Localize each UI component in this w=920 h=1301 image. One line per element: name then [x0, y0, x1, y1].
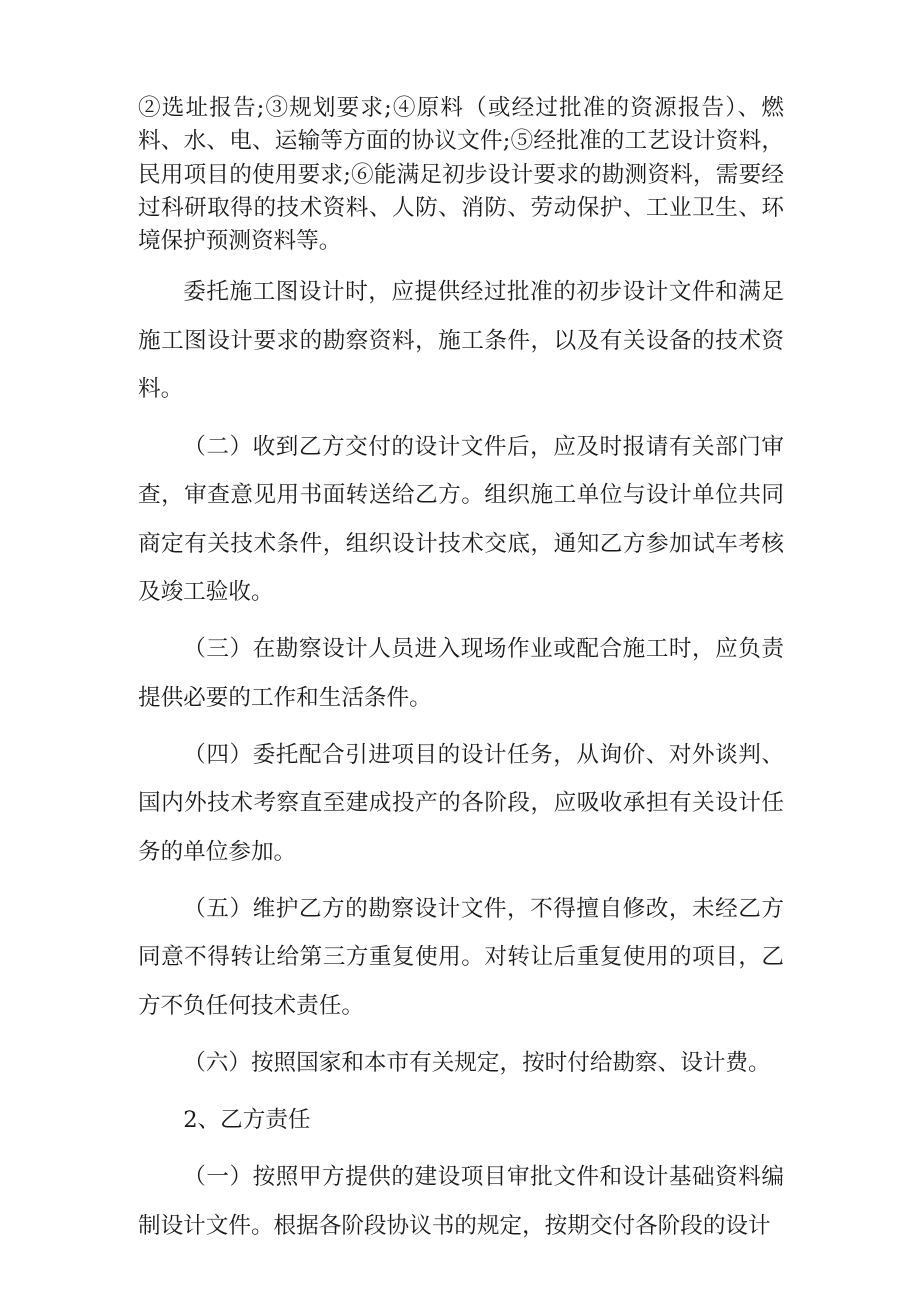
paragraph-item-5-protect-documents: （五）维护乙方的勘察设计文件，不得擅自修改，未经乙方同意不得转让给第三方重复使用。对转让后重复使用的项目，乙方不负任何技术责任。: [138, 895, 784, 1019]
paragraph-party-b-item-1: （一）按照甲方提供的建设项目审批文件和设计基础资料编制设计文件。根据各阶段协议书的规定，按期交付各阶段的设计: [138, 1164, 784, 1239]
paragraph-construction-drawing-design: 委托施工图设计时，应提供经过批准的初步设计文件和满足施工图设计要求的勘察资料，施工条件，以及有关设备的技术资料。: [138, 279, 784, 403]
paragraph-item-2-review: （二）收到乙方交付的设计文件后，应及时报请有关部门审查，审查意见用书面转送给乙方。组织施工单位与设计单位共同商定有关技术条件，组织设计技术交底，通知乙方参加试车考核及竣工验收。: [138, 433, 784, 606]
section-heading-party-b-responsibilities: 2、乙方责任: [183, 1107, 311, 1134]
paragraph-item-3-site-conditions: （三）在勘察设计人员进入现场作业或配合施工时，应负责提供必要的工作和生活条件。: [138, 636, 784, 711]
paragraph-item-4-imported-projects: （四）委托配合引进项目的设计任务，从询价、对外谈判、国内外技术考察直至建成投产的各阶段，应吸收承担有关设计任务的单位参加。: [138, 741, 784, 865]
document-page: [138, 92, 784, 1259]
paragraph-item-6-payment: （六）按照国家和本市有关规定，按时付给勘察、设计费。: [183, 1049, 771, 1076]
paragraph-preliminary-design-materials: ②选址报告;③规划要求;④原料（或经过批准的资源报告）、燃料、水、电、运输等方面的协议文件;⑤经批准的工艺设计资料，民用项目的使用要求;⑥能满足初步设计要求的勘测资料，需要经过科研取得的技术资料、人防、消防、劳动保护、工业卫生、环境保护预测资料等。: [138, 95, 784, 255]
